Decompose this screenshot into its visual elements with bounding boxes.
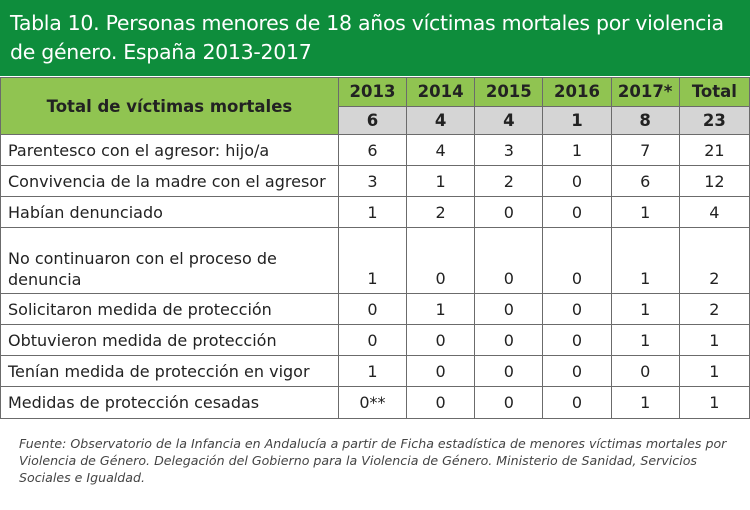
table-cell: 0 — [543, 387, 611, 419]
table-row — [1, 228, 750, 294]
column-header: 2017* — [611, 78, 679, 107]
table-cell: 0 — [407, 325, 475, 356]
table-cell: 1 — [611, 294, 679, 325]
row-label: Solicitaron medida de protección — [1, 294, 339, 325]
table-cell: 1 — [679, 325, 749, 356]
table-header-row — [1, 78, 750, 107]
table-cell: 2 — [407, 197, 475, 228]
row-header-label: Total de víctimas mortales — [1, 78, 339, 135]
table-cell: 0 — [475, 228, 543, 294]
table-cell: 2 — [679, 294, 749, 325]
table-cell: 1 — [611, 228, 679, 294]
table-cell: 0 — [338, 325, 406, 356]
table-cell: 0 — [475, 197, 543, 228]
column-header: 2014 — [407, 78, 475, 107]
victims-table — [0, 77, 750, 419]
table-cell: 6 — [338, 135, 406, 166]
table-row — [1, 387, 750, 419]
column-header: 2013 — [338, 78, 406, 107]
row-label: Habían denunciado — [1, 197, 339, 228]
table-cell: 7 — [611, 135, 679, 166]
table-cell: 0 — [407, 356, 475, 387]
table-cell: 0 — [543, 325, 611, 356]
table-row — [1, 197, 750, 228]
data-table-container — [0, 77, 750, 419]
row-label: Medidas de protección cesadas — [1, 387, 339, 419]
source-note — [19, 435, 739, 486]
table-row — [1, 356, 750, 387]
table-title: Tabla 10. Personas menores de 18 años víctimas mortales por violencia de género. España 2013-2017 — [10, 11, 724, 64]
total-cell: 4 — [407, 106, 475, 135]
table-cell: 0** — [338, 387, 406, 419]
table-cell: 0 — [543, 356, 611, 387]
total-cell: 8 — [611, 106, 679, 135]
table-cell: 0 — [338, 294, 406, 325]
table-cell: 4 — [407, 135, 475, 166]
table-cell: 2 — [475, 166, 543, 197]
total-cell: 23 — [679, 106, 749, 135]
table-cell: 0 — [611, 356, 679, 387]
table-cell: 0 — [475, 387, 543, 419]
table-cell: 1 — [611, 387, 679, 419]
table-cell: 0 — [407, 387, 475, 419]
table-cell: 0 — [475, 325, 543, 356]
table-row — [1, 135, 750, 166]
row-label: Tenían medida de protección en vigor — [1, 356, 339, 387]
table-cell: 1 — [679, 356, 749, 387]
total-cell: 1 — [543, 106, 611, 135]
table-cell: 3 — [475, 135, 543, 166]
table-cell: 1 — [611, 197, 679, 228]
source-label: Fuente: — [19, 436, 67, 451]
table-cell: 0 — [543, 294, 611, 325]
row-label: Obtuvieron medida de protección — [1, 325, 339, 356]
column-header: 2016 — [543, 78, 611, 107]
table-cell: 0 — [407, 228, 475, 294]
table-cell: 6 — [611, 166, 679, 197]
table-cell: 0 — [543, 228, 611, 294]
row-label: Parentesco con el agresor: hijo/a — [1, 135, 339, 166]
table-row — [1, 166, 750, 197]
table-cell: 0 — [475, 356, 543, 387]
table-row — [1, 294, 750, 325]
row-label: Convivencia de la madre con el agresor — [1, 166, 339, 197]
table-cell: 1 — [338, 228, 406, 294]
table-cell: 1 — [543, 135, 611, 166]
total-cell: 4 — [475, 106, 543, 135]
column-header: Total — [679, 78, 749, 107]
table-row — [1, 325, 750, 356]
total-cell: 6 — [338, 106, 406, 135]
table-cell: 12 — [679, 166, 749, 197]
table-cell: 1 — [679, 387, 749, 419]
table-cell: 1 — [338, 197, 406, 228]
table-cell: 3 — [338, 166, 406, 197]
table-cell: 0 — [543, 166, 611, 197]
table-cell: 1 — [611, 325, 679, 356]
table-cell: 1 — [407, 166, 475, 197]
table-cell: 1 — [338, 356, 406, 387]
table-cell: 21 — [679, 135, 749, 166]
row-label: No continuaron con el proceso de denuncia — [1, 228, 339, 294]
table-cell: 2 — [679, 228, 749, 294]
source-text: Observatorio de la Infancia en Andalucía a partir de Ficha estadística de menores víctimas mortales por Violencia de Género. Delegación del Gobierno para la Violencia de Género. Ministerio de Sanidad, Servicios Sociales e Igualdad. — [19, 436, 727, 485]
table-title-banner — [0, 0, 750, 76]
table-cell: 0 — [475, 294, 543, 325]
column-header: 2015 — [475, 78, 543, 107]
table-cell: 0 — [543, 197, 611, 228]
table-cell: 1 — [407, 294, 475, 325]
table-cell: 4 — [679, 197, 749, 228]
